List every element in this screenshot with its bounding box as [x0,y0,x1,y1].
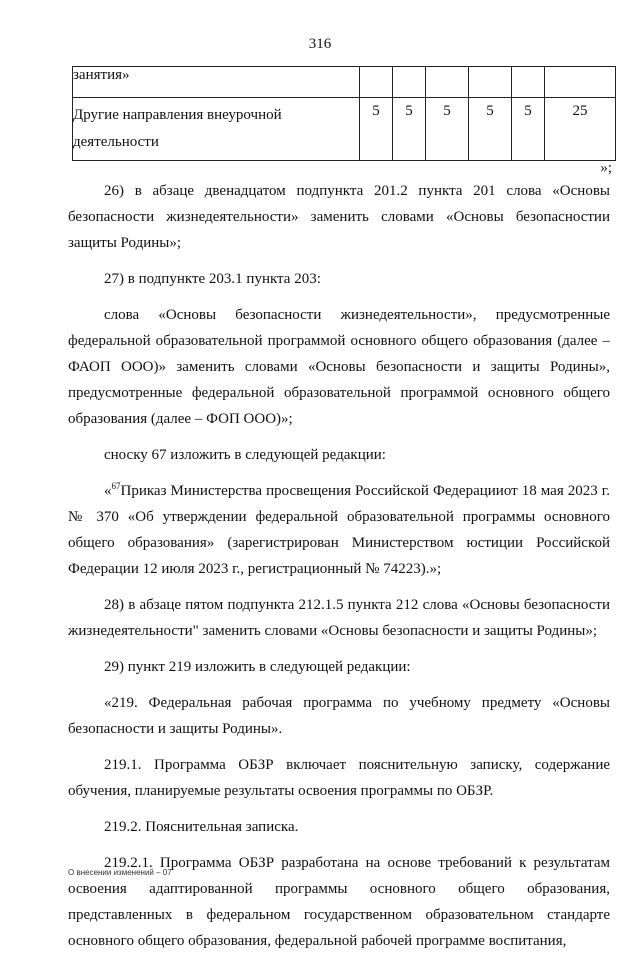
table-cell [512,67,545,98]
table-cell: 5 [360,98,393,161]
table-cell-total: 25 [545,98,616,161]
table-cell-name: Другие направления внеурочной деятельности [73,98,360,161]
table-cell-name: занятия» [73,67,360,98]
footnote-text: Приказ Министерства просвещения Российской Федерацииот 18 мая 2023 г. № 370 «Об утверждении федеральной образовательной программы основного общего образования» (зарегистрирован Министерством юстиции Российской Федерации 12 июля 2023 г., регистрационный № 74223).»; [68,483,610,577]
table-cell [426,67,469,98]
footnote-open-quote: « [104,483,112,499]
table-cell [469,67,512,98]
paragraph-219-2-1: 219.2.1. Программа ОБЗР разработана на основе требований к результатам освоения адаптированной программы основного общего образования, представленных в федеральном государственном образовательном стандарте основного общего образования, федеральной рабочей программе воспитания, [68,855,610,949]
paragraph-219: «219. Федеральная рабочая программа по учебному предмету «Основы безопасности и защиты Родины». [68,695,610,737]
footnote-mark: 67 [111,481,121,491]
paragraph-219-2: 219.2. Пояснительная записка. [104,819,299,835]
paragraph-27-words: слова «Основы безопасности жизнедеятельности», предусмотренные федеральной образовательной программой основного общего образования (далее – ФАОП ООО)» заменить словами «Основы безопасности и защиты Родины», предусмотренные федеральной образовательной программой основного общего образования (далее – ФОП ООО)»; [68,307,610,427]
paragraph-26: 26) в абзаце двенадцатом подпункта 201.2 пункта 201 слова «Основы безопасности жизнедеятельности» заменить словами «Основы безопасностии защиты Родины»; [68,183,610,251]
table-cell: 5 [426,98,469,161]
table-cell [360,67,393,98]
paragraph-29: 29) пункт 219 изложить в следующей редакции: [104,659,411,675]
document-body [68,178,610,954]
hours-table [72,66,616,161]
table-row [73,67,616,98]
page-number: 316 [308,36,332,52]
table-cell: 5 [393,98,426,161]
table-cell-total [545,67,616,98]
closing-quote: »; [600,160,612,176]
paragraph-footnote-67 [68,478,610,582]
table-cell [393,67,426,98]
paragraph-footnote-intro: сноску 67 изложить в следующей редакции: [104,447,386,463]
paragraph-219-1: 219.1. Программа ОБЗР включает пояснительную записку, содержание обучения, планируемые результаты освоения программы по ОБЗР. [68,757,610,799]
table-cell: 5 [469,98,512,161]
paragraph-28: 28) в абзаце пятом подпункта 212.1.5 пункта 212 слова «Основы безопасности жизнедеятельности" заменить словами «Основы безопасности и защиты Родины»; [68,597,610,639]
paragraph-27: 27) в подпункте 203.1 пункта 203: [104,271,321,287]
table-cell: 5 [512,98,545,161]
table-row [73,98,616,161]
footer-note: О внесении изменений – 07 [68,868,172,877]
